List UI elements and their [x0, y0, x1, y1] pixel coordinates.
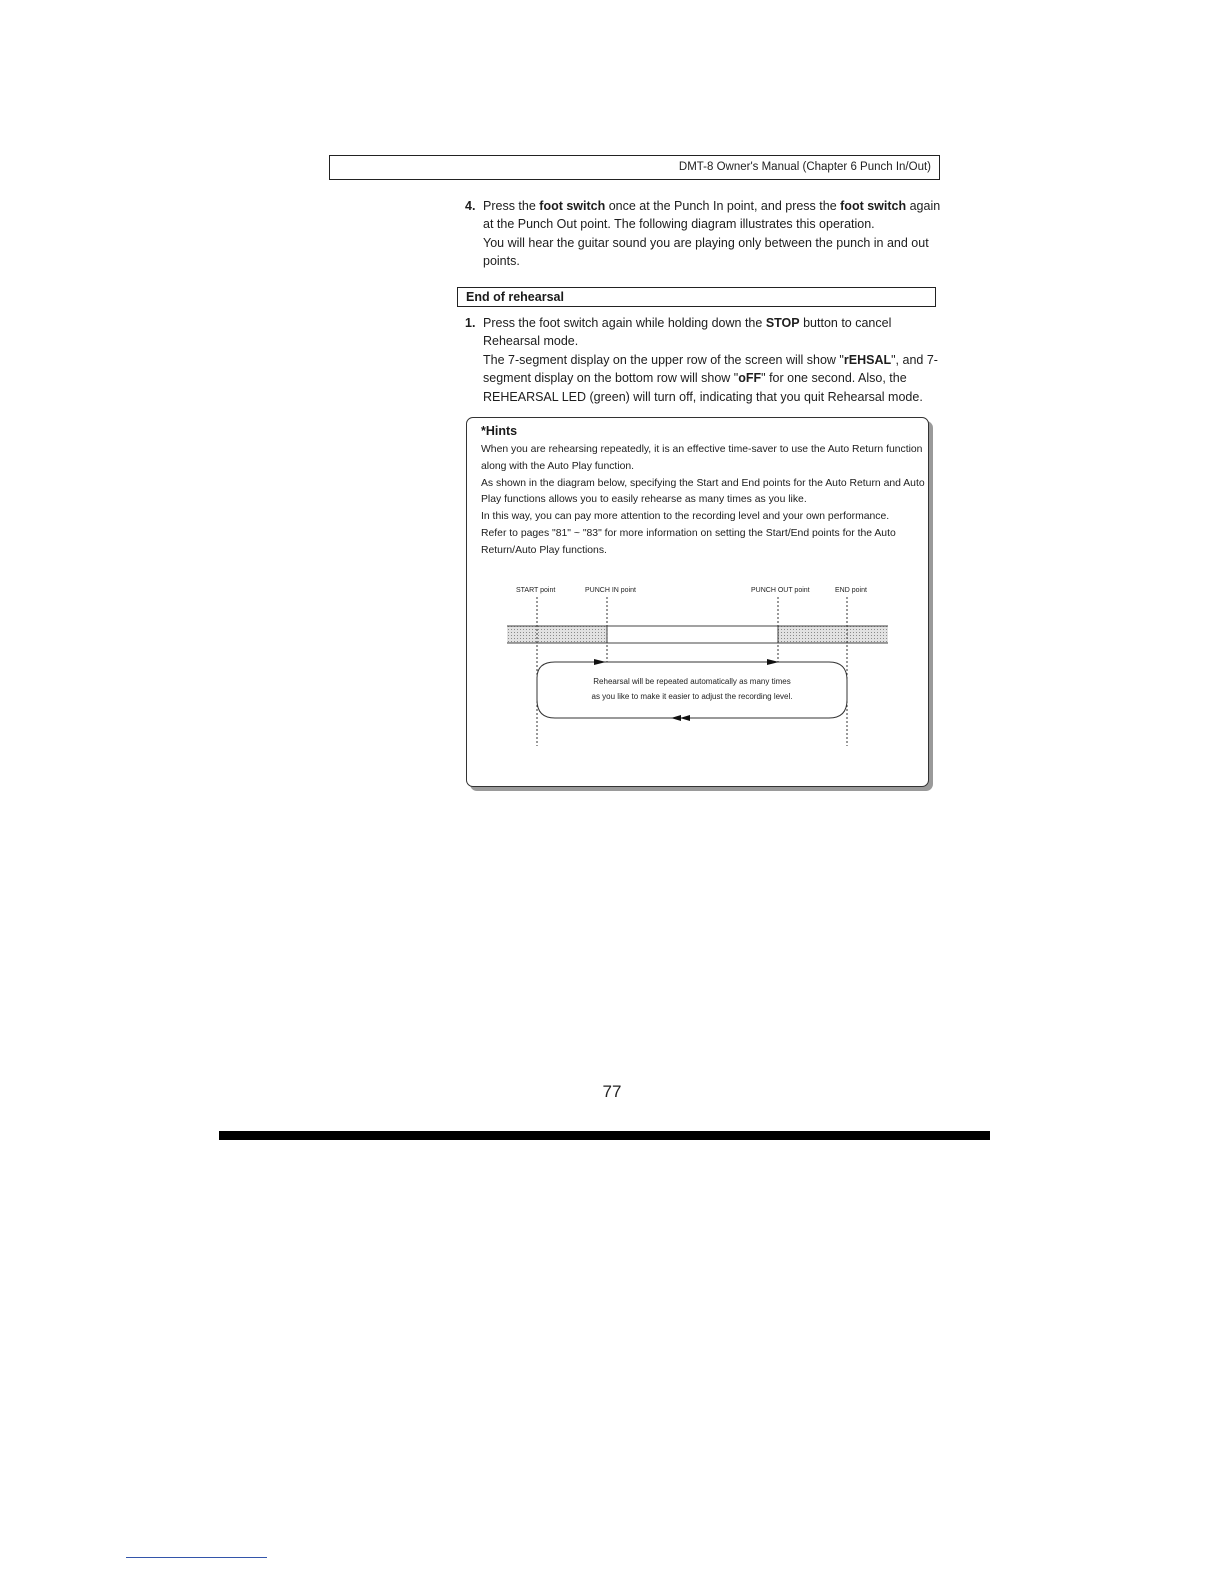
header-title: DMT-8 Owner's Manual (Chapter 6 Punch In/Out) — [678, 161, 931, 173]
header-box — [329, 155, 940, 180]
step-text: Press the foot switch again while holding down the — [483, 316, 766, 330]
arrow-right-icon — [594, 659, 606, 665]
step-emphasis: rEHSAL — [843, 352, 892, 367]
rehearsal-loop-diagram — [490, 578, 895, 750]
punch-out-point-label: PUNCH OUT point — [751, 587, 810, 594]
step-text: ", and 7-segment display on the bottom row will show " — [483, 352, 938, 386]
step-number: 1. — [465, 316, 476, 330]
step-text: button to cancel Rehearsal mode. — [483, 316, 892, 349]
section-title: End of rehearsal — [466, 290, 564, 304]
step-text: " for one second. Also, the REHEARSAL LED (green) will turn off, indicating that you quit Rehearsal mode. — [483, 371, 923, 404]
punch-in-point-label: PUNCH IN point — [585, 587, 636, 594]
loop-path — [537, 662, 847, 718]
step-emphasis: foot switch — [539, 199, 606, 213]
step-text: again at the Punch Out point. The following diagram illustrates this operation. — [483, 199, 941, 232]
step-body — [483, 197, 945, 271]
step-text: You will hear the guitar sound you are playing only between the punch in and out points. — [483, 235, 929, 269]
section-heading-box — [457, 287, 936, 307]
step-text: once at the Punch In point, and press the — [605, 199, 841, 213]
bottom-rule — [219, 1131, 990, 1140]
step-emphasis: STOP — [765, 316, 800, 330]
hints-title: *Hints — [481, 424, 518, 438]
step-emphasis: foot switch — [840, 199, 907, 213]
double-arrow-left-icon — [671, 715, 690, 721]
step-1 — [465, 314, 945, 406]
footer-underline — [126, 1557, 267, 1558]
start-point-label: START point — [516, 587, 556, 594]
arrow-right-icon — [767, 659, 779, 665]
step-emphasis: oFF — [738, 371, 762, 386]
step-text: The 7-segment display on the upper row of the screen will show " — [483, 352, 844, 367]
hints-paragraph: As shown in the diagram below, specifying the Start and End points for the Auto Return and Auto Play functions allows you to easily rehearse as many times as you like. — [481, 477, 925, 506]
hints-paragraph: Refer to pages "81" ~ "83" for more information on setting the Start/End points for the Auto Return/Auto Play functions. — [481, 527, 896, 556]
end-point-label: END point — [835, 587, 867, 594]
step-body — [483, 314, 945, 406]
step-text: Press the — [483, 199, 540, 213]
loop-description-line-2: as you like to make it easier to adjust the recording level. — [591, 692, 793, 701]
page-number: 77 — [602, 1082, 622, 1101]
hints-text — [481, 442, 926, 560]
timeline-shaded-segment-right — [778, 626, 888, 643]
loop-description-line-1: Rehearsal will be repeated automatically as many times — [593, 677, 791, 686]
step-number: 4. — [465, 199, 476, 213]
step-4 — [465, 197, 945, 271]
timeline-shaded-segment-left — [507, 626, 607, 643]
hints-paragraph: In this way, you can pay more attention to the recording level and your own performance. — [481, 511, 890, 523]
hints-paragraph: When you are rehearsing repeatedly, it is an effective time-saver to use the Auto Return function along with the Auto Play function. — [481, 444, 923, 472]
